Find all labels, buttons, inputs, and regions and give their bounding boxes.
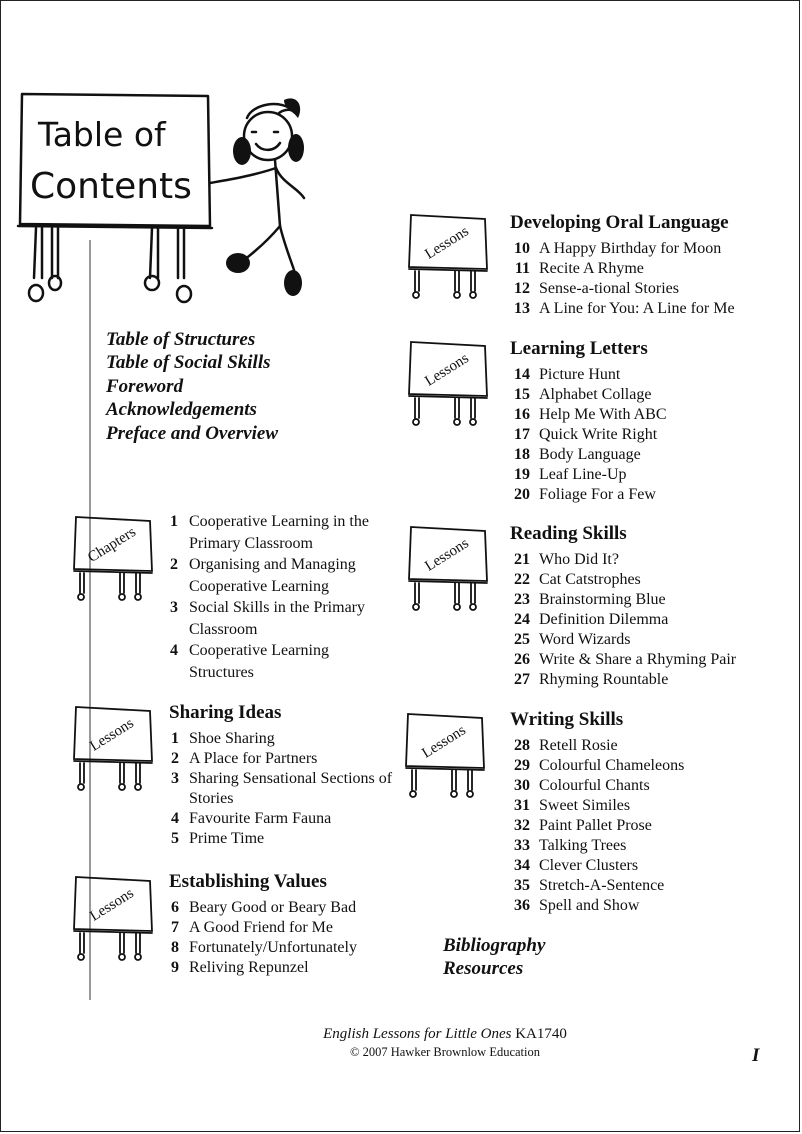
lesson-row[interactable]: 9 Reliving Repunzel [171,959,309,976]
lesson-row[interactable]: 23 Brainstorming Blue [514,591,666,608]
lesson-row[interactable]: 5 Prime Time [171,830,265,847]
lesson-row[interactable]: 16 Help Me With ABC [514,406,667,423]
lesson-row[interactable]: 8 Fortunately/Unfortunately [171,939,357,956]
lesson-row[interactable]: 27 Rhyming Rountable [514,671,669,688]
lesson-row[interactable]: 28 Retell Rosie [514,737,618,754]
footer-copyright: © 2007 Hawker Brownlow Education [349,1045,540,1059]
front-matter-item[interactable]: Acknowledgements [106,399,257,421]
section-heading: Reading Skills [510,523,627,544]
svg-text:Lessons: Lessons [419,722,469,762]
svg-text:Lessons: Lessons [422,350,472,390]
lesson-row[interactable]: 26 Write & Share a Rhyming Pair [514,651,737,668]
title-board-illustration [12,88,312,320]
front-matter-item[interactable]: Table of Structures [106,329,256,350]
title-line-2: Contents [30,166,192,207]
lesson-row[interactable]: 1 Shoe Sharing [171,730,275,747]
svg-text:Lessons: Lessons [422,223,472,263]
lesson-row[interactable]: 18 Body Language [514,446,641,463]
lesson-row[interactable]: 15 Alphabet Collage [514,386,652,403]
lesson-row[interactable]: 33 Talking Trees [514,837,627,854]
svg-text:Chapters: Chapters [85,524,139,566]
lesson-row[interactable]: 36 Spell and Show [514,897,640,914]
lesson-row[interactable]: 11 Recite A Rhyme [514,260,644,277]
lesson-row[interactable]: 24 Definition Dilemma [514,611,669,628]
lesson-row[interactable]: 29 Colourful Chameleons [514,757,685,774]
svg-text:Lessons: Lessons [87,885,137,925]
lesson-row[interactable]: 7 A Good Friend for Me [171,919,333,936]
lessons-sign-icon [407,338,489,430]
lesson-row[interactable]: 21 Who Did It? [514,551,619,568]
lesson-row[interactable]: 19 Leaf Line-Up [514,466,627,483]
section-writing-skills [510,709,684,916]
lesson-row[interactable]: 4 Favourite Farm Fauna [171,810,332,827]
section-sharing-ideas [169,702,401,849]
lesson-row[interactable]: 10 A Happy Birthday for Moon [514,240,722,257]
lesson-row[interactable]: 25 Word Wizards [514,631,631,648]
lesson-row[interactable]: 30 Colourful Chants [514,777,650,794]
section-heading: Establishing Values [169,871,327,892]
lesson-row[interactable]: 34 Clever Clusters [514,857,639,874]
lesson-row[interactable]: 13 A Line for You: A Line for Me [514,300,735,317]
section-establishing-values [169,871,401,978]
back-matter-item[interactable]: Resources [443,958,524,980]
chapters-sign-icon [72,513,154,605]
book-code: KA1740 [515,1026,567,1042]
back-matter-item[interactable]: Bibliography [443,935,546,956]
chapter-row[interactable]: 2 Organising and Managing Cooperative Learning [170,556,356,595]
front-matter-list [106,328,278,445]
chapters-list [168,511,388,683]
front-matter-item[interactable]: Table of Social Skills [106,352,271,374]
lessons-sign-icon [407,211,489,303]
lesson-row[interactable]: 31 Sweet Similes [514,797,631,814]
lesson-row[interactable]: 35 Stretch-A-Sentence [514,877,665,894]
lesson-row[interactable]: 3 Sharing Sensational Sections of Stories [171,770,393,807]
lesson-row[interactable]: 12 Sense-a-tional Stories [514,280,679,297]
chapter-row[interactable]: 3 Social Skills in the Primary Classroom [170,599,365,638]
lesson-row[interactable]: 6 Beary Good or Beary Bad [171,899,357,916]
front-matter-item[interactable]: Foreword [106,375,184,397]
svg-text:Lessons: Lessons [422,535,472,575]
lesson-row[interactable]: 22 Cat Catstrophes [514,571,641,588]
lessons-sign-icon [72,703,154,795]
back-matter-list [443,934,545,981]
page-number: I [752,1045,760,1066]
title-line-1: Table of [38,115,166,154]
lesson-row[interactable]: 14 Picture Hunt [514,366,621,383]
lesson-row[interactable]: 20 Foliage For a Few [514,486,656,503]
lessons-sign-icon [407,523,489,615]
section-heading: Writing Skills [510,709,624,730]
lesson-row[interactable]: 2 A Place for Partners [171,750,318,767]
section-heading: Learning Letters [510,338,648,359]
section-heading: Developing Oral Language [510,212,729,233]
lesson-row[interactable]: 32 Paint Pallet Prose [514,817,652,834]
svg-text:Lessons: Lessons [87,715,137,755]
section-learning-letters [510,338,667,505]
section-heading: Sharing Ideas [169,702,282,723]
lesson-row[interactable]: 17 Quick Write Right [514,426,658,443]
section-reading-skills [510,523,736,690]
section-developing-oral-language [510,212,735,319]
chapter-row[interactable]: 1 Cooperative Learning in the Primary Classroom [170,513,369,552]
lessons-sign-icon [72,873,154,965]
footer-title [250,1026,640,1043]
book-title: English Lessons for Little Ones [323,1026,512,1042]
front-matter-item[interactable]: Preface and Overview [106,422,278,444]
lessons-sign-icon [404,710,486,802]
chapter-row[interactable]: 4 Cooperative Learning Structures [170,642,329,681]
